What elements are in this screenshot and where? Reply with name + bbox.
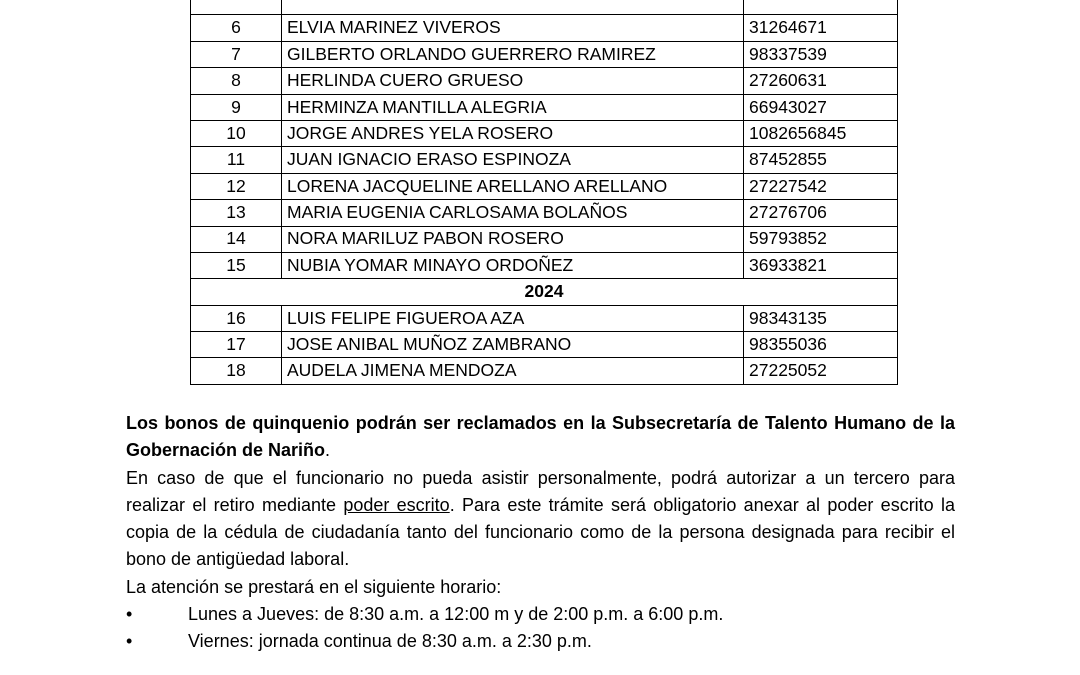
- authorization-text-start: En caso de que el funcionario no pueda asistir personalmente, podrá autorizar a un tercero para realizar el retiro mediante: [126, 467, 955, 515]
- claim-location-text: Los bonos de quinquenio podrán ser reclamados en la Subsecretaría de Talento Humano de la Gobernación de Nariño: [126, 413, 955, 461]
- table-row: [191, 0, 898, 15]
- row-number: 12: [191, 173, 282, 199]
- table-row: [191, 332, 898, 358]
- employee-name: ELVIA MARINEZ VIVEROS: [282, 15, 744, 41]
- schedule-item-text: Lunes a Jueves: de 8:30 a.m. a 12:00 m y de 2:00 p.m. a 6:00 p.m.: [188, 604, 724, 625]
- employee-name: HERLINDA CUERO GRUESO: [282, 68, 744, 94]
- row-number: 16: [191, 305, 282, 331]
- employee-name: JUAN IGNACIO ERASO ESPINOZA: [282, 147, 744, 173]
- year-label: 2024: [191, 279, 898, 305]
- row-number: 13: [191, 200, 282, 226]
- table-row: [191, 226, 898, 252]
- employee-name: JORGE ANDRES YELA ROSERO: [282, 120, 744, 146]
- employee-name: AUDELA JIMENA MENDOZA: [282, 358, 744, 384]
- schedule-item-text: Viernes: jornada continua de 8:30 a.m. a 2:30 p.m.: [188, 631, 592, 652]
- employee-name: HERMINZA MANTILLA ALEGRIA: [282, 94, 744, 120]
- table-row: [191, 305, 898, 331]
- row-number: 7: [191, 41, 282, 67]
- table-row: [191, 358, 898, 384]
- bullet-icon: •: [126, 631, 133, 652]
- id-number: 27225052: [744, 358, 898, 384]
- id-number: 31264671: [744, 15, 898, 41]
- row-number: 14: [191, 226, 282, 252]
- authorization-text-end: . Para este trámite será obligatorio anexar al poder escrito la copia de la cédula de ciudadanía tanto del funcionario como de la persona designada para recibir el bono de antigüedad laboral.: [126, 494, 956, 570]
- employee-name: NUBIA YOMAR MINAYO ORDOÑEZ: [282, 252, 744, 278]
- year-separator-row: [191, 279, 898, 305]
- employee-name: JOSE ANIBAL MUÑOZ ZAMBRANO: [282, 332, 744, 358]
- employee-name: [282, 0, 744, 15]
- claim-location-paragraph: [126, 410, 955, 465]
- employee-name: GILBERTO ORLANDO GUERRERO RAMIREZ: [282, 41, 744, 67]
- table-row: [191, 68, 898, 94]
- authorization-paragraph: [126, 465, 955, 574]
- employee-name: MARIA EUGENIA CARLOSAMA BOLAÑOS: [282, 200, 744, 226]
- id-number: 27276706: [744, 200, 898, 226]
- schedule-intro: La atención se prestará en el siguiente horario:: [126, 576, 502, 597]
- schedule-item: [126, 628, 955, 655]
- id-number: 66943027: [744, 94, 898, 120]
- id-number: 36933821: [744, 252, 898, 278]
- id-number: 87452855: [744, 147, 898, 173]
- row-number: 8: [191, 68, 282, 94]
- table-row: [191, 15, 898, 41]
- table-row: [191, 120, 898, 146]
- notice-text: [126, 410, 955, 656]
- row-number: 6: [191, 15, 282, 41]
- table-row: [191, 200, 898, 226]
- table-row: [191, 94, 898, 120]
- row-number: 10: [191, 120, 282, 146]
- row-number: 18: [191, 358, 282, 384]
- table-row: [191, 173, 898, 199]
- table-row: [191, 147, 898, 173]
- row-number: 17: [191, 332, 282, 358]
- id-number: 98337539: [744, 41, 898, 67]
- employee-name: LORENA JACQUELINE ARELLANO ARELLANO: [282, 173, 744, 199]
- row-number: [191, 0, 282, 15]
- id-number: 98355036: [744, 332, 898, 358]
- id-number: 59793852: [744, 226, 898, 252]
- employee-name: NORA MARILUZ PABON ROSERO: [282, 226, 744, 252]
- beneficiaries-table: [190, 0, 898, 385]
- id-number: [744, 0, 898, 15]
- id-number: 27227542: [744, 173, 898, 199]
- claim-location-period: .: [325, 440, 331, 461]
- written-power-underlined: poder escrito: [343, 494, 450, 515]
- employee-name: LUIS FELIPE FIGUEROA AZA: [282, 305, 744, 331]
- row-number: 9: [191, 94, 282, 120]
- table-row: [191, 41, 898, 67]
- id-number: 27260631: [744, 68, 898, 94]
- row-number: 11: [191, 147, 282, 173]
- bullet-icon: •: [126, 604, 133, 625]
- id-number: 98343135: [744, 305, 898, 331]
- table-row: [191, 252, 898, 278]
- row-number: 15: [191, 252, 282, 278]
- id-number: 1082656845: [744, 120, 898, 146]
- schedule-item: [126, 601, 955, 628]
